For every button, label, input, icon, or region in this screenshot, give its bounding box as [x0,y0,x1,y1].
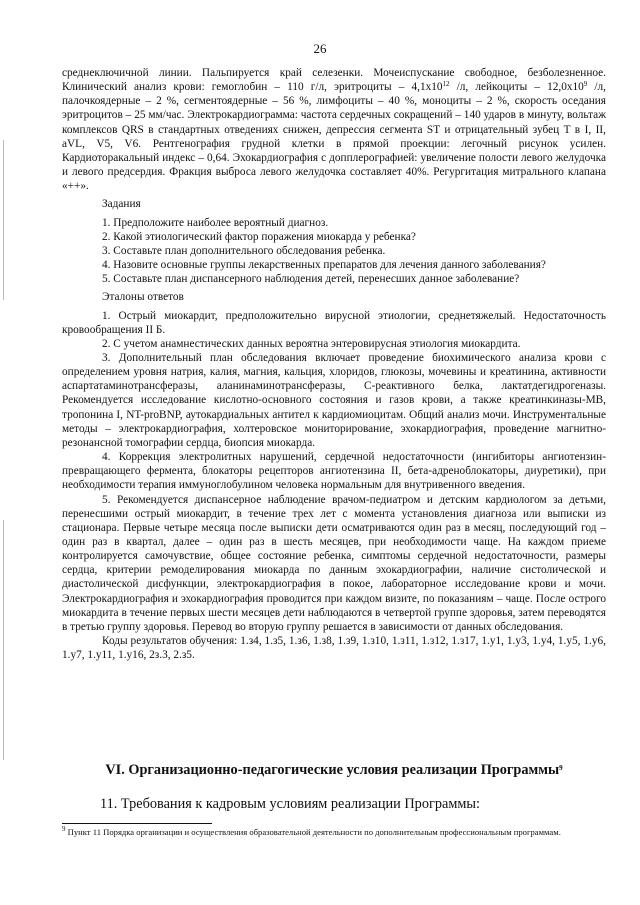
case-text-part-2: /л, лейкоциты – 12,0x10 [449,81,584,94]
scan-edge-mark [3,520,4,760]
task-item: 1. Предположите наиболее вероятный диагноз. [102,216,329,229]
answer-item: 2. С учетом анамнестических данных вероятна энтеровирусная этиология миокардита. [102,337,521,350]
section-heading [62,762,606,779]
footnote-marker: 9 [62,825,66,833]
footnote [62,827,606,838]
answer-item: 1. Острый миокардит, предположительно вирусной этиологии, среднетяжелый. Недостаточность кровообращения II Б. [62,309,606,336]
footnote-divider [62,823,212,824]
learning-outcome-codes: Коды результатов обучения: 1.з4, 1.з5, 1.з6, 1.з8, 1.з9, 1.з10, 1.з11, 1.з12, 1.з17, 1.у1, 1.у3, 1.у4, 1.у5, 1.у6, 1.у7, 1.у11, 1.у16, 2з.3, 2.з5. [62,635,606,662]
tasks-heading: Задания [102,198,141,211]
footnote-reference: 9 [559,764,563,772]
footnote-text: Пункт 11 Порядка организации и осуществления образовательной деятельности по дополнительным профессиональным программам. [65,827,561,837]
case-description-paragraph [62,66,606,193]
scan-edge-mark [3,140,4,300]
answer-item: 3. Дополнительный план обследования включает проведение биохимического анализа крови с определением уровня натрия, калия, магния, кальция, хлоридов, глюкозы, мочевины и креатинина, активности аспартатаминотрансферазы, аланинаминотрансферазы, С-реактивного белка, лактатдегидрогеназы. Рекомендуется исследование кислотно-основного состояния и газов крови, а также креатинкиназы-МВ, тропонина I, NT-proBNP, аутокардиальных антител к кардиомиоцитам. Общий анализ мочи. Инструментальные методы – электрокардиография, холтеровское мониторирование, эхокардиография, проведение магнитно-резонансной томографии сердца, биопсия миокарда. [62,351,606,449]
case-text-part-3: /л, палочкоядерные – 2 %, сегментоядерные – 56 %, лимфоциты – 40 %, моноциты – 2 %, скорость оседания эритроцитов – 25 мм/час. Электрокардиограмма: частота сердечных сокращений – 140 ударов в минуту, вольтаж комплексов QRS в стандартных отведениях снижен, депрессия сегмента ST и отрицательный зубец T в I, II, aVL, V5, V6. Рентгенография грудной клетки в прямой проекции: легочный рисунок усилен. Кардиоторакальный индекс – 0,64. Эхокардиография с допплерографией: увеличение полости левого желудочка и левого предсердия. Фракция выброса левого желудочка составляет 40%. Регургитация митрального клапана «++». [62,81,606,193]
task-item: 2. Какой этиологический фактор поражения миокарда у ребенка? [102,230,416,243]
subheading: 11. Требования к кадровым условиям реализации Программы: [100,796,480,812]
answer-item: 5. Рекомендуется диспансерное наблюдение врачом-педиатром и детским кардиологом за детьми, перенесшими острый миокардит, в течение трех лет с момента установления диагноза или выписки из стационара. Первые четыре месяца после выписки дети осматриваются один раз в месяц, последующий год – один раз в квартал, далее – один раз в шесть месяцев, при необходимости чаще. На каждом приеме контролируется самочувствие, общее состояние ребенка, симптомы сердечной недостаточности, размеры сердца, критерии ремоделирования миокарда по данным эхокардиографии, наличие систолической и диастолической дисфункции, электрокардиография в покое, лабораторное исследование крови и мочи. Электрокардиография и эхокардиография проводится при каждом визите, по показаниям – чаще. После острого миокардита в течение первых шести месяцев дети наблюдаются в четвертой группе здоровья, затем переводятся в третью группу здоровья. Перевод во вторую группу решается в зависимости от данных обследования. [62,493,606,633]
task-item: 3. Составьте план дополнительного обследования ребенка. [102,244,386,257]
page-number: 26 [313,41,327,56]
answers-heading: Эталоны ответов [102,291,184,304]
body-text [62,66,606,662]
exponent-12: 12 [442,80,450,89]
task-item: 4. Назовите основные группы лекарственных препаратов для лечения данного заболевания? [102,259,546,272]
answer-item: 4. Коррекция электролитных нарушений, сердечной недостаточности (ингибиторы ангиотензин-превращающего фермента, блокаторы рецепторов ангиотензина II, бета-адреноблокаторы, диуретики), при необходимости терапия иммуноглобулином человека нормальным для внутривенного введения. [62,451,606,492]
task-item: 5. Составьте план диспансерного наблюдения детей, перенесших данное заболевание? [102,273,520,286]
case-text-part-1: среднеключичной линии. Пальпируется край селезенки. Мочеиспускание свободное, безболезненное. Клинический анализ крови: гемоглобин – 110 г/л, эритроциты – 4,1x10 [62,67,606,94]
exponent-9: 9 [583,80,588,89]
section-heading-text: VI. Организационно-педагогические условия реализации Программы [105,762,560,778]
